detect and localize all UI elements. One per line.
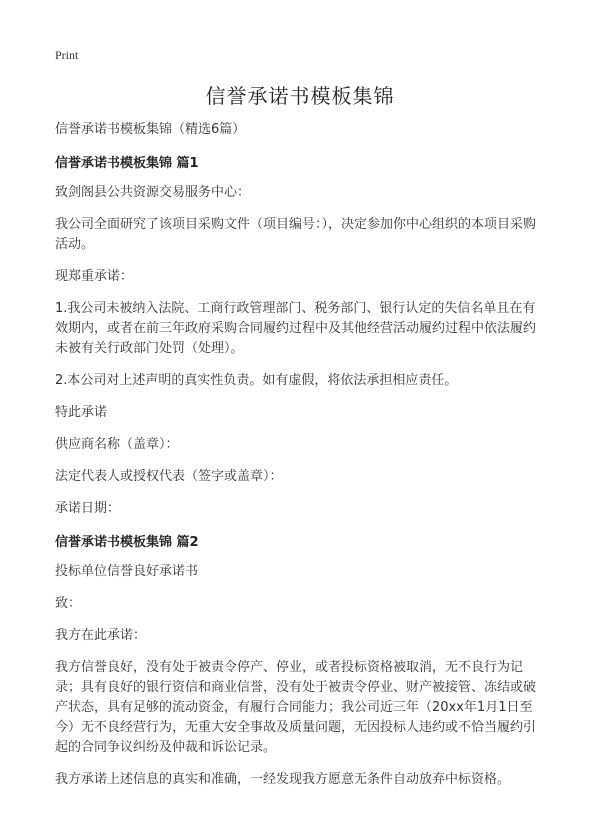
paragraph: 现郑重承诺：	[55, 269, 134, 284]
paragraph: 投标单位信誉良好承诺书	[55, 564, 199, 579]
paragraph: 我方在此承诺：	[55, 628, 147, 643]
paragraph: 承诺日期：	[55, 501, 121, 516]
print-label[interactable]: Print	[55, 48, 79, 62]
paragraph: 2.本公司对上述声明的真实性负责。如有虚假，将依法承担相应责任。	[55, 373, 458, 388]
section-1	[55, 152, 545, 519]
paragraph: 我方信誉良好，没有处于被责令停产、停业，或者投标资格被取消，无不良行为记录；具有良好的银行资信和商业信誉，没有处于被责令停业、财产被接管、冻结或破产状态，具有足够的流动资金，有履行合同能力；我公司近三年（20xx年1月1日至今）无不良经营行为，无重大安全事故及质量问题，无因投标人违约或不恰当履约引起的合同争议纠纷及仲裁和诉讼记录。	[55, 660, 537, 755]
subtitle: 信誉承诺书模板集锦（精选6篇）	[55, 122, 246, 137]
paragraph: 1.我公司未被纳入法院、工商行政管理部门、税务部门、银行认定的失信名单且在有效期内，或者在前三年政府采购合同履约过程中及其他经营活动履约过程中依法履约未被有关行政部门处罚（处理）。	[55, 301, 537, 356]
document-title: 信誉承诺书模板集锦	[205, 84, 395, 108]
paragraph: 我方承诺上述信息的真实和准确，一经发现我方愿意无条件自动放弃中标资格。	[55, 772, 511, 787]
paragraph: 法定代表人或授权代表（签字或盖章）：	[55, 469, 283, 484]
paragraph: 致：	[55, 596, 82, 611]
document-body	[55, 120, 545, 802]
section-heading: 信誉承诺书模板集锦 篇2	[55, 535, 199, 550]
paragraph: 致剑阁县公共资源交易服务中心：	[55, 185, 251, 200]
section-2	[55, 531, 545, 790]
paragraph: 我公司全面研究了该项目采购文件（项目编号：），决定参加你中心组织的本项目采购活动。	[55, 217, 537, 252]
paragraph: 供应商名称（盖章）：	[55, 437, 179, 452]
paragraph: 特此承诺	[55, 405, 108, 420]
section-heading: 信誉承诺书模板集锦 篇1	[55, 156, 199, 171]
